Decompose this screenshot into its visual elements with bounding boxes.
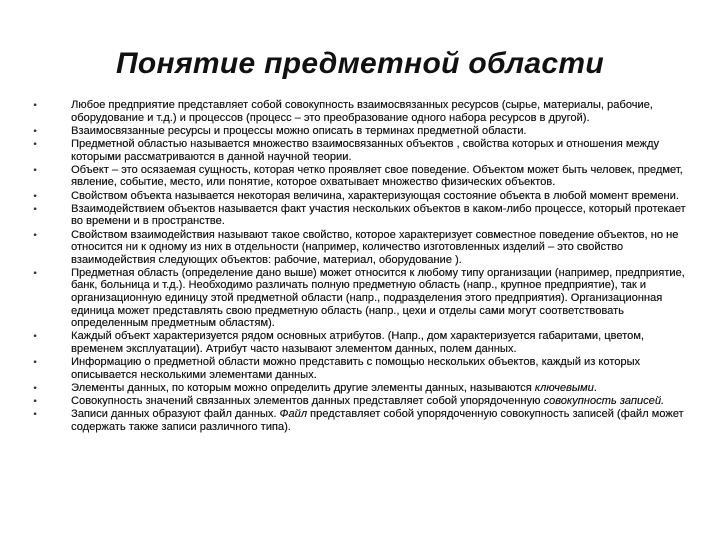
bullet-item bbox=[30, 408, 690, 433]
bullet-text: Любое предприятие представляет собой совокупность взаимосвязанных ресурсов (сырье, материалы, рабочие, оборудование и т.д.) и процессов (процесс – это преобразование одного набора ресурсов в другой). bbox=[71, 99, 653, 124]
bullet-text: Записи данных образуют файл данных. bbox=[71, 408, 280, 421]
bullet-dot-icon: • bbox=[33, 409, 37, 420]
bullet-dot-icon: • bbox=[33, 357, 37, 368]
bullet-list bbox=[30, 99, 690, 434]
bullet-text: Информацию о предметной области можно представить с помощью нескольких объектов, каждый из которых описывается несколькими элементами данных. bbox=[71, 356, 641, 381]
bullet-dot-icon: • bbox=[33, 164, 37, 175]
bullet-dot-icon: • bbox=[33, 383, 37, 393]
bullet-dot-icon: • bbox=[33, 267, 37, 278]
bullet-text: Свойством взаимодействия называют такое свойство, которое характеризует совместное поведение объектов, но не относится ни к одному из них в отдельности (например, количество изготовленных изделий – это свойство взаимодействия следующих объектов: рабочие, материал, оборудование ). bbox=[71, 228, 679, 266]
bullet-text: представляет собой упорядоченную совокупность записей (файл может содержать также записи различного типа). bbox=[71, 408, 684, 433]
bullet-item bbox=[30, 330, 690, 355]
bullet-item bbox=[30, 395, 690, 408]
bullet-dot-icon: • bbox=[33, 229, 37, 240]
bullet-text: Взаимосвязанные ресурсы и процессы можно описать в терминах предметной области. bbox=[71, 124, 527, 137]
bullet-item bbox=[30, 229, 690, 267]
bullet-text: Предметной областью называется множество взаимосвязанных объектов , свойства которых и отношения между которыми рассматриваются в данной научной теории. bbox=[71, 137, 659, 163]
bullet-text: . bbox=[593, 382, 597, 394]
bullet-text: Свойством объекта называется некоторая величина, характеризующая состояние объекта в любой момент времени. bbox=[71, 189, 679, 202]
bullet-item bbox=[30, 164, 690, 189]
bullet-dot-icon: • bbox=[33, 190, 37, 201]
bullet-item bbox=[30, 267, 690, 330]
bullet-item bbox=[30, 138, 690, 163]
bullet-dot-icon: • bbox=[33, 138, 37, 149]
bullet-item bbox=[30, 356, 690, 381]
bullet-text: Предметная область (определение дано выше) может относится к любому типу организации (например, предприятие, банк, больница и т.д.). Необходимо различать полную предметную область (напр., крупное предприятие), так и организационную единицу этой предметной области (напр., подразделения этого предприятия). Организационная единица может представлять свою предметную область (напр., цехи и отделы сами могут соответствовать определенным предметным областям). bbox=[71, 266, 685, 330]
bullet-text-emphasis: ключевыми bbox=[534, 382, 594, 394]
bullet-item bbox=[30, 203, 690, 228]
bullet-text: Объект – это осязаемая сущность, которая четко проявляет свое поведение. Объектом может быть человек, предмет, явление, событие, место, или понятие, которое охватывает множество физических объектов. bbox=[71, 163, 683, 189]
bullet-text-emphasis: совокупность записей. bbox=[543, 395, 665, 408]
bullet-dot-icon: • bbox=[33, 396, 37, 407]
bullet-text: Элементы данных, по которым можно определить другие элементы данных, называются bbox=[71, 382, 535, 394]
bullet-item bbox=[30, 125, 690, 138]
bullet-text: Взаимодействием объектов называется факт участия нескольких объектов в каком-либо процессе, который протекает во времени и в пространстве. bbox=[71, 202, 686, 228]
bullet-text-emphasis: Файл bbox=[279, 408, 307, 421]
bullet-dot-icon: • bbox=[33, 100, 37, 110]
bullet-item bbox=[30, 382, 690, 395]
bullet-text: Совокупность значений связанных элементов данных представляет собой упорядоченную bbox=[71, 395, 544, 408]
bullet-text: Каждый объект характеризуется рядом основных атрибутов. (Напр., дом характеризуется габаритами, цветом, временем эксплуатации). Атрибут часто называют элементом данных, полем данных. bbox=[71, 330, 644, 356]
bullet-dot-icon: • bbox=[33, 331, 37, 342]
bullet-dot-icon: • bbox=[33, 125, 37, 136]
bullet-dot-icon: • bbox=[33, 203, 37, 214]
bullet-item bbox=[30, 190, 690, 203]
bullet-item bbox=[30, 99, 690, 124]
slide-title: Понятие предметной области bbox=[116, 47, 604, 80]
